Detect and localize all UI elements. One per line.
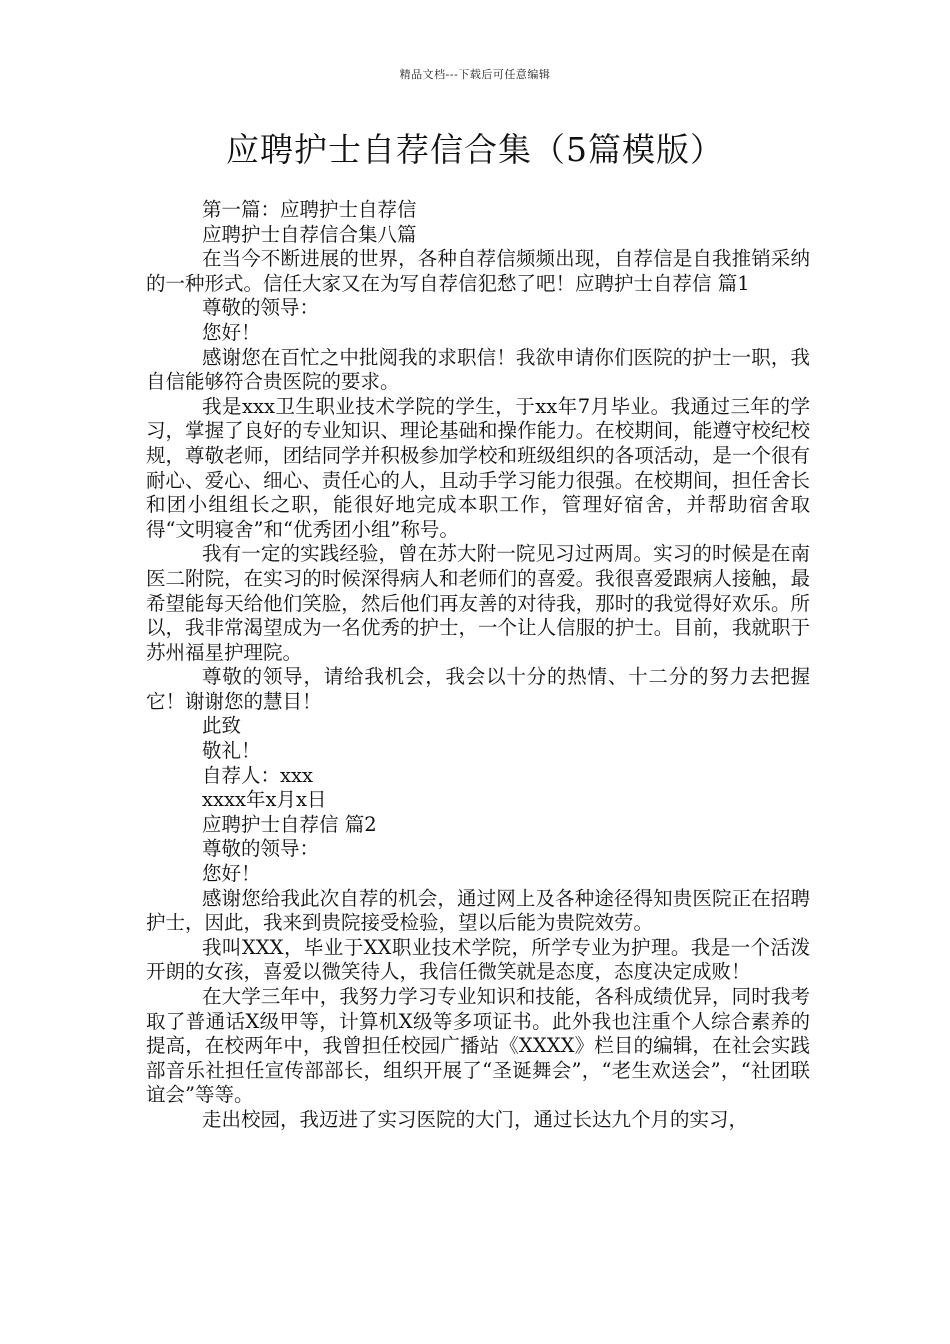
- paragraph: 敬礼！: [202, 739, 261, 763]
- paragraph: 您好！: [202, 862, 261, 886]
- document-title: 应聘护士自荐信合集（5篇模版）: [226, 130, 724, 169]
- paragraph: 走出校园，我迈进了实习医院的大门，通过长达九个月的实习，: [202, 1107, 749, 1131]
- paragraph: 我叫XXX，毕业于XX职业技术学院，所学专业为护理。我是一个活泼开朗的女孩，喜爱以微笑待人，我信任微笑就是态度，态度决定成败！: [146, 935, 810, 984]
- paragraph: 尊敬的领导：: [202, 837, 320, 861]
- paragraph: 自荐人：xxx: [202, 763, 313, 787]
- paragraph: 在当今不断进展的世界，各种自荐信频频出现，自荐信是自我推销采纳的一种形式。信任大家又在为写自荐信犯愁了吧！应聘护士自荐信 篇1: [146, 247, 810, 295]
- paragraph: 第一篇：应聘护士自荐信: [202, 198, 417, 221]
- paragraph: 我有一定的实践经验，曾在苏大附一院见习过两周。实习的时候是在南医二附院，在实习的时候深得病人和老师们的喜爱。我很喜爱跟病人接触，最希望能每天给他们笑脸，然后他们再友善的对待我，那时的我觉得好欢乐。所以，我非常渴望成为一名优秀的护士，一个让人信服的护士。目前，我就职于苏州福星护理院。: [146, 542, 810, 664]
- paragraph: 此致: [202, 714, 242, 738]
- paragraph: 应聘护士自荐信合集八篇: [202, 222, 417, 246]
- paragraph: 应聘护士自荐信 篇2: [202, 812, 377, 836]
- paragraph: 感谢您在百忙之中批阅我的求职信！我欲申请你们医院的护士一职，我自信能够符合贵医院的要求。: [146, 345, 810, 394]
- document-body: [146, 198, 810, 1133]
- paragraph: 我是xxx卫生职业技术学院的学生，于xx年7月毕业。我通过三年的学习，掌握了良好的专业知识、理论基础和操作能力。在校期间，能遵守校纪校规，尊敬老师，团结同学并积极参加学校和班级组织的各项活动，是一个很有耐心、爱心、细心、责任心的人，且动手学习能力很强。在校期间，担任舍长和团小组组长之职，能很好地完成本职工作，管理好宿舍，并帮助宿舍取得“文明寝舍”和“优秀团小组”称号。: [146, 394, 810, 541]
- header-note: 精品文档---下载后可任意编辑: [399, 68, 551, 81]
- paragraph: xxxx年x月x日: [202, 788, 327, 812]
- paragraph: 感谢您给我此次自荐的机会，通过网上及各种途径得知贵医院正在招聘护士，因此，我来到贵院接受检验，望以后能为贵院效劳。: [146, 886, 810, 935]
- paragraph: 在大学三年中，我努力学习专业知识和技能，各科成绩优异，同时我考取了普通话X级甲等，计算机X级等多项证书。此外我也注重个人综合素养的提高，在校两年中，我曾担任校园广播站《XXXX》栏目的编辑，在社会实践部音乐社担任宣传部部长，组织开展了“圣诞舞会”，“老生欢送会”，“社团联谊会”等等。: [146, 985, 810, 1107]
- paragraph: 尊敬的领导，请给我机会，我会以十分的热情、十二分的努力去把握它！谢谢您的慧目！: [146, 665, 810, 713]
- paragraph: 您好！: [202, 320, 261, 344]
- paragraph: 尊敬的领导：: [202, 296, 320, 320]
